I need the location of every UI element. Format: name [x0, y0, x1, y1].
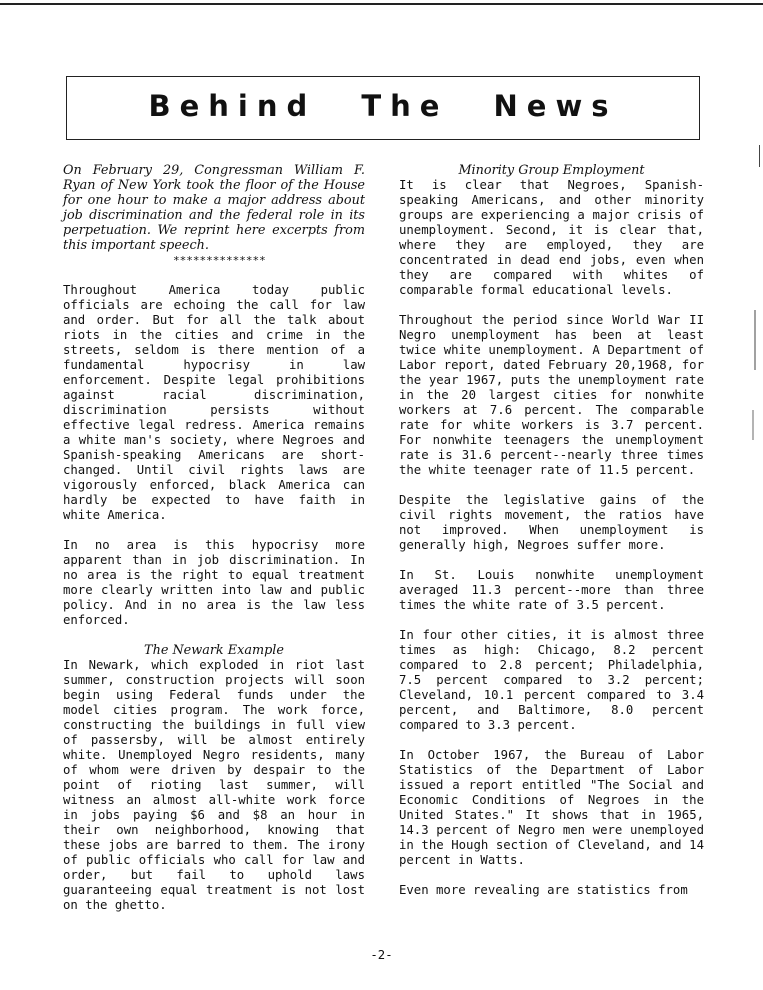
paragraph-bls-report: In October 1967, the Bureau of Labor Statistics of the Department of Labor issued a report entitled "The Social and Economic Conditions of Negroes in the United States." It shows that in 1965, 14.3 percent of Negro men were unemployed in the Hough section of Cleveland, and 14 percent in Watts.: [399, 748, 704, 867]
paragraph-legislative-gains: Despite the legislative gains of the civil rights movement, the ratios have not improved. When unemployment is generally high, Negroes suffer more.: [399, 493, 704, 552]
section-divider: **************: [173, 254, 266, 267]
paragraph-newark: In Newark, which exploded in riot last summer, construction projects will soon begin using Federal funds under the model cities program. The work force, constructing the buildings in full view of passersby, will be almost entirely white. Unemployed Negro residents, many of whom were driven by despair to the point of rioting last summer, will witness an almost all-white work force in jobs paying $6 and $8 an hour in their own neighborhood, knowing that these jobs are barred to them. The irony of public officials who call for law and order, but fail to uphold laws guaranteeing equal treatment is not lost on the ghetto.: [63, 658, 365, 912]
scan-mark: [754, 310, 756, 370]
left-column: [63, 163, 365, 913]
paragraph-st-louis: In St. Louis nonwhite unemployment averaged 11.3 percent--more than three times the white rate of 3.5 percent.: [399, 568, 704, 612]
right-column: [399, 163, 704, 898]
subheading-minority-employment: Minority Group Employment: [458, 163, 645, 178]
scan-mark: [752, 410, 754, 440]
intro-note: On February 29, Congressman William F. Ryan of New York took the floor of the House for one hour to make a major address about job discrimination and the federal role in its perpetuation. We reprint here excerpts from this important speech.: [63, 163, 365, 253]
masthead-box: [66, 76, 700, 140]
paragraph-crisis: It is clear that Negroes, Spanish-speaking Americans, and other minority groups are experiencing a major crisis of unemployment. Second, it is clear that, where they are employed, they are concentrated in dead end jobs, even when they are compared with whites of comparable formal educational levels.: [399, 178, 704, 297]
top-rule: [0, 3, 763, 5]
scan-mark: [759, 145, 760, 167]
paragraph-since-wwii: Throughout the period since World War II Negro unemployment has been at least twice white unemployment. A Department of Labor report, dated February 20,1968, for the year 1967, puts the unemployment rate in the 20 largest cities for nonwhite workers at 7.6 percent. The comparable rate for white workers is 3.7 percent. For nonwhite teenagers the unemployment rate is 31.6 percent--nearly three times the white teenager rate of 11.5 percent.: [399, 313, 704, 477]
paragraph-four-cities: In four other cities, it is almost three times as high: Chicago, 8.2 percent compared to 2.8 percent; Philadelphia, 7.5 percent compared to 3.2 percent; Cleveland, 10.1 percent compared to 3.4 percent, and Baltimore, 8.0 percent compared to 3.3 percent.: [399, 628, 704, 732]
subheading-newark: The Newark Example: [144, 643, 284, 658]
masthead-title: Behind The News: [148, 89, 618, 123]
paragraph-continued: Even more revealing are statistics from: [399, 883, 688, 897]
paragraph-law-and-order: Throughout America today public officials are echoing the call for law and order. But for all the talk about riots in the cities and crime in the streets, seldom is there mention of a fundamental hypocrisy in law enforcement. Despite legal prohibitions against racial discrimination, discrimination persists without effective legal redress. America remains a white man's society, where Negroes and Spanish-speaking Americans are short-changed. Until civil rights laws are vigorously enforced, black America can hardly be expected to have faith in white America.: [63, 283, 365, 522]
page-number: -2-: [370, 948, 393, 962]
paragraph-job-discrimination: In no area is this hypocrisy more apparent than in job discrimination. In no area is the right to equal treatment more clearly written into law and public policy. And in no area is the law less enforced.: [63, 538, 365, 627]
